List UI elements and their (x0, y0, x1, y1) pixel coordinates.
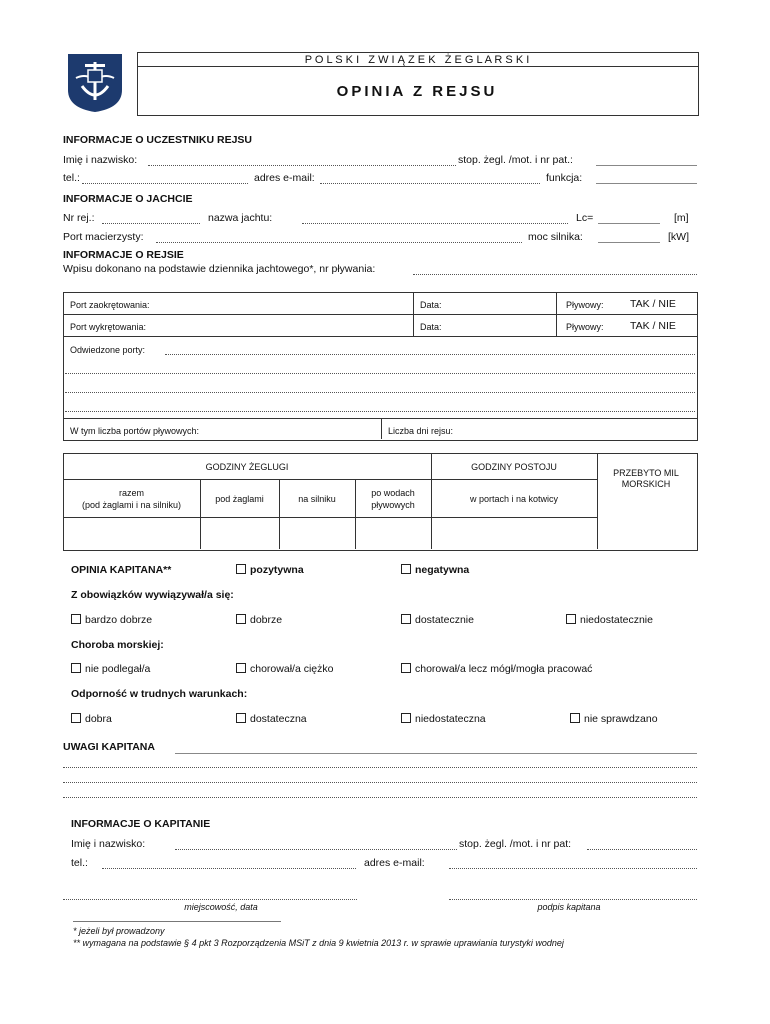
participant-rank-label: stop. żegl. /mot. i nr pat.: (458, 154, 573, 166)
under-sail-header: pod żaglami (215, 494, 264, 504)
captain-name-label: Imię i nazwisko: (71, 838, 146, 850)
resilience-option[interactable]: dobra (71, 713, 112, 725)
org-name: P O L S K I Z W I Ą Z E K Ż E G L A R S K I (304, 54, 530, 66)
tidal-count-label: W tym liczba portów pływowych: (70, 426, 200, 436)
resilience-option[interactable]: dostateczna (236, 713, 307, 725)
voyage-section-title: INFORMACJE O REJSIE (63, 249, 184, 261)
embark-tidal-label: Pływowy: (566, 300, 604, 310)
yacht-lc-field[interactable] (598, 223, 660, 224)
captain-section-title: INFORMACJE O KAPITANIE (71, 818, 211, 830)
captain-email-label: adres e-mail: (364, 857, 425, 869)
place-date-label: miejscowość, data (184, 902, 258, 912)
captain-rank-field[interactable] (587, 849, 697, 850)
captain-opinion-label: OPINIA KAPITANA** (71, 564, 172, 576)
seasick-option[interactable]: chorował/a ciężko (236, 663, 333, 675)
checkbox-icon[interactable] (236, 713, 246, 723)
voyage-entry-label: Wpisu dokonano na podstawie dziennika jachtowego*, nr pływania: (63, 263, 376, 275)
harbor-hours-header: GODZINY POSTOJU (471, 462, 557, 472)
checkbox-icon[interactable] (71, 614, 81, 624)
checkbox-icon[interactable] (236, 564, 246, 574)
embark-tidal-value[interactable]: TAK / NIE (630, 298, 676, 310)
place-date-field[interactable] (63, 899, 357, 900)
resilience-option[interactable]: niedostateczna (401, 713, 486, 725)
captain-email-field[interactable] (449, 868, 697, 869)
checkbox-icon[interactable] (566, 614, 576, 624)
participant-email-field[interactable] (320, 183, 540, 184)
total-header: razem (118, 488, 144, 498)
logo (64, 52, 126, 114)
seasick-option[interactable]: nie podlegał/a (71, 663, 150, 675)
checkbox-icon[interactable] (71, 663, 81, 673)
checkbox-icon[interactable] (401, 663, 411, 673)
visited-ports-label: Odwiedzone porty: (70, 345, 146, 355)
signature-label: podpis kapitana (537, 902, 601, 912)
duties-option[interactable]: dobrze (236, 614, 282, 626)
participant-function-field[interactable] (596, 183, 697, 184)
remarks-line[interactable] (63, 797, 697, 798)
yacht-home-port-field[interactable] (156, 242, 522, 243)
yacht-lc-unit: [m] (674, 212, 689, 224)
participant-rank-field[interactable] (596, 165, 697, 166)
days-count-label: Liczba dni rejsu: (388, 426, 454, 436)
miles-header: PRZEBYTO MIL MORSKICH (613, 468, 679, 489)
remarks-line[interactable] (63, 782, 697, 783)
tidal-waters-header: po wodach pływowych (371, 488, 415, 510)
opinion-negative[interactable]: negatywna (401, 564, 469, 576)
participant-tel-label: tel.: (63, 172, 80, 184)
captain-rank-label: stop. żegl. /mot. i nr pat: (459, 838, 572, 850)
captain-tel-label: tel.: (71, 857, 88, 869)
doc-title: OPINIA Z REJSU (336, 83, 498, 100)
captain-tel-field[interactable] (102, 868, 356, 869)
duties-option[interactable]: dostatecznie (401, 614, 474, 626)
seasick-label: Choroba morskiej: (71, 639, 164, 651)
disembark-tidal-label: Pływowy: (566, 322, 604, 332)
checkbox-icon[interactable] (401, 564, 411, 574)
footnote-2: ** wymagana na podstawie § 4 pkt 3 Rozporządzenia MSiT z dnia 9 kwietnia 2013 r. w sprawie uprawiania turystyki wodnej (73, 938, 564, 948)
yacht-reg-field[interactable] (102, 223, 200, 224)
yacht-engine-unit: [kW] (668, 231, 689, 243)
participant-name-label: Imię i nazwisko: (63, 154, 138, 166)
checkbox-icon[interactable] (236, 663, 246, 673)
yacht-name-label: nazwa jachtu: (208, 212, 273, 224)
visited-ports-field[interactable] (165, 354, 695, 355)
remarks-line[interactable] (63, 767, 697, 768)
footnote-divider (73, 921, 281, 922)
remarks-field[interactable] (175, 753, 697, 754)
resilience-option[interactable]: nie sprawdzano (570, 713, 658, 725)
checkbox-icon[interactable] (71, 713, 81, 723)
checkbox-icon[interactable] (401, 614, 411, 624)
disembark-tidal-value[interactable]: TAK / NIE (630, 320, 676, 332)
participant-function-label: funkcja: (546, 172, 583, 184)
participant-tel-field[interactable] (82, 183, 248, 184)
embark-port-label: Port zaokrętowania: (70, 300, 150, 310)
yacht-engine-label: moc silnika: (528, 231, 583, 243)
yacht-section-title: INFORMACJE O JACHCIE (63, 193, 193, 205)
signature-field[interactable] (449, 899, 697, 900)
in-ports-header: w portach i na kotwicy (469, 494, 559, 504)
opinion-positive[interactable]: pozytywna (236, 564, 304, 576)
duties-option[interactable]: niedostatecznie (566, 614, 653, 626)
participant-section-title: INFORMACJE O UCZESTNIKU REJSU (63, 134, 253, 146)
seasick-option[interactable]: chorował/a lecz mógł/mogła pracować (401, 663, 592, 675)
participant-name-field[interactable] (148, 165, 456, 166)
visited-ports-line[interactable] (65, 392, 695, 393)
participant-email-label: adres e-mail: (254, 172, 315, 184)
engine-header: na silniku (298, 494, 336, 504)
yacht-engine-field[interactable] (598, 242, 660, 243)
captain-name-field[interactable] (175, 849, 457, 850)
remarks-label: UWAGI KAPITANA (63, 741, 155, 753)
yacht-home-port-label: Port macierzysty: (63, 231, 144, 243)
yacht-reg-label: Nr rej.: (63, 212, 95, 224)
visited-ports-line[interactable] (65, 411, 695, 412)
yacht-lc-label: Lc= (576, 212, 594, 224)
embark-date-label: Data: (420, 300, 442, 310)
duties-option[interactable]: bardzo dobrze (71, 614, 152, 626)
total-sub-header: (pod żaglami i na silniku) (81, 500, 182, 510)
duties-label: Z obowiązków wywiązywał/a się: (71, 589, 234, 601)
checkbox-icon[interactable] (401, 713, 411, 723)
yacht-name-field[interactable] (302, 223, 568, 224)
disembark-port-label: Port wykrętowania: (70, 322, 147, 332)
disembark-date-label: Data: (420, 322, 442, 332)
checkbox-icon[interactable] (570, 713, 580, 723)
resilience-label: Odporność w trudnych warunkach: (71, 688, 248, 700)
sailing-hours-header: GODZINY ŻEGLUGI (205, 462, 289, 472)
footnote-1: * jeżeli był prowadzony (73, 926, 165, 936)
voyage-entry-field[interactable] (413, 274, 697, 275)
checkbox-icon[interactable] (236, 614, 246, 624)
visited-ports-line[interactable] (65, 373, 695, 374)
